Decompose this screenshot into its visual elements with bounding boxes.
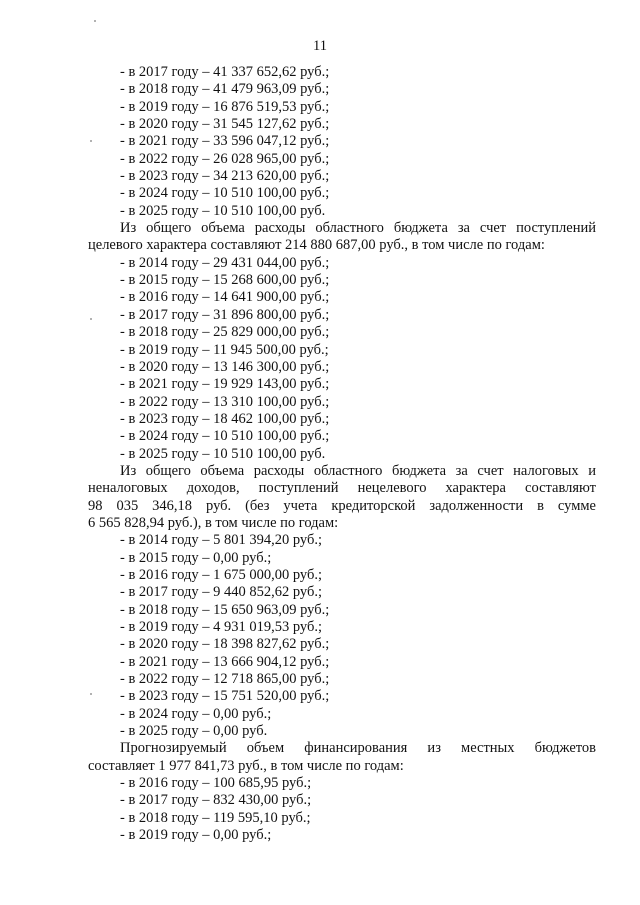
list-item: - в 2016 году – 1 675 000,00 руб.;	[120, 566, 322, 583]
list-item: - в 2022 году – 12 718 865,00 руб.;	[120, 671, 330, 688]
list-item: - в 2018 году – 15 650 963,09 руб.;	[120, 601, 330, 618]
list-item: - в 2022 году – 26 028 965,00 руб.;	[120, 150, 330, 167]
list-item: - в 2022 году – 13 310 100,00 руб.;	[120, 393, 330, 410]
list-item: - в 2023 году – 34 213 620,00 руб.;	[120, 168, 330, 185]
list-item: - в 2017 году – 832 430,00 руб.;	[120, 792, 312, 809]
list-item: - в 2018 году – 25 829 000,00 руб.;	[120, 324, 330, 341]
paragraph-line: составляет 1 977 841,73 руб., в том числе по годам:	[88, 757, 404, 774]
list-item: - в 2019 году – 0,00 руб.;	[120, 827, 272, 844]
list-item: - в 2018 году – 119 595,10 руб.;	[120, 809, 311, 826]
funding-list-tax-by-year	[88, 532, 596, 740]
list-item: - в 2014 году – 5 801 394,20 руб.;	[120, 532, 322, 549]
list-item: - в 2017 году – 9 440 852,62 руб.;	[120, 584, 322, 601]
list-item: - в 2021 году – 33 596 047,12 руб.;	[120, 133, 330, 150]
paragraph-tax-receipts	[88, 463, 596, 532]
paragraph-local-budgets	[88, 740, 596, 775]
list-item: - в 2016 году – 100 685,95 руб.;	[120, 775, 312, 792]
list-item: - в 2018 году – 41 479 963,09 руб.;	[120, 81, 330, 98]
list-item: - в 2024 году – 10 510 100,00 руб.;	[120, 185, 330, 202]
list-item: - в 2024 году – 10 510 100,00 руб.;	[120, 428, 330, 445]
list-item: - в 2016 году – 14 641 900,00 руб.;	[120, 289, 330, 306]
list-item: - в 2021 году – 19 929 143,00 руб.;	[120, 376, 330, 393]
paragraph-targeted-receipts	[88, 220, 596, 255]
list-item: - в 2024 году – 0,00 руб.;	[120, 705, 272, 722]
list-item: - в 2020 году – 18 398 827,62 руб.;	[120, 636, 330, 653]
list-item: - в 2020 году – 31 545 127,62 руб.;	[120, 116, 330, 133]
funding-list-targeted-by-year	[88, 255, 596, 463]
page-number: 11	[313, 38, 327, 54]
list-item: - в 2015 году – 0,00 руб.;	[120, 549, 272, 566]
paragraph-line: целевого характера составляют 214 880 687,00 руб., в том числе по годам:	[88, 237, 545, 254]
scan-speck	[94, 20, 96, 22]
funding-list-total-by-year	[88, 64, 596, 220]
paragraph-line: Прогнозируемый объем финансирования из местных бюджетов	[120, 740, 596, 757]
paragraph-line: 98 035 346,18 руб. (без учета кредиторской задолженности в сумме	[88, 497, 596, 514]
paragraph-line: Из общего объема расходы областного бюджета за счет налоговых и	[120, 462, 596, 479]
list-item: - в 2019 году – 11 945 500,00 руб.;	[120, 341, 329, 358]
list-item: - в 2025 году – 10 510 100,00 руб.	[120, 445, 326, 462]
list-item: - в 2015 году – 15 268 600,00 руб.;	[120, 272, 330, 289]
list-item: - в 2014 году – 29 431 044,00 руб.;	[120, 254, 330, 271]
list-item: - в 2023 году – 15 751 520,00 руб.;	[120, 688, 330, 705]
list-item: - в 2025 году – 0,00 руб.	[120, 723, 268, 740]
paragraph-line: 6 565 828,94 руб.), в том числе по годам:	[88, 514, 339, 531]
list-item: - в 2020 году – 13 146 300,00 руб.;	[120, 358, 330, 375]
list-item: - в 2019 году – 16 876 519,53 руб.;	[120, 98, 330, 115]
list-item: - в 2017 году – 31 896 800,00 руб.;	[120, 306, 330, 323]
list-item: - в 2017 году – 41 337 652,62 руб.;	[120, 64, 330, 80]
list-item: - в 2021 году – 13 666 904,12 руб.;	[120, 653, 330, 670]
list-item: - в 2025 году – 10 510 100,00 руб.	[120, 202, 326, 219]
document-body	[88, 64, 596, 844]
funding-list-local-by-year	[88, 775, 596, 844]
paragraph-line: неналоговых доходов, поступлений нецелевого характера составляют	[88, 480, 596, 497]
paragraph-line: Из общего объема расходы областного бюджета за счет поступлений	[120, 220, 596, 237]
list-item: - в 2019 году – 4 931 019,53 руб.;	[120, 619, 322, 635]
list-item: - в 2023 году – 18 462 100,00 руб.;	[120, 410, 330, 427]
